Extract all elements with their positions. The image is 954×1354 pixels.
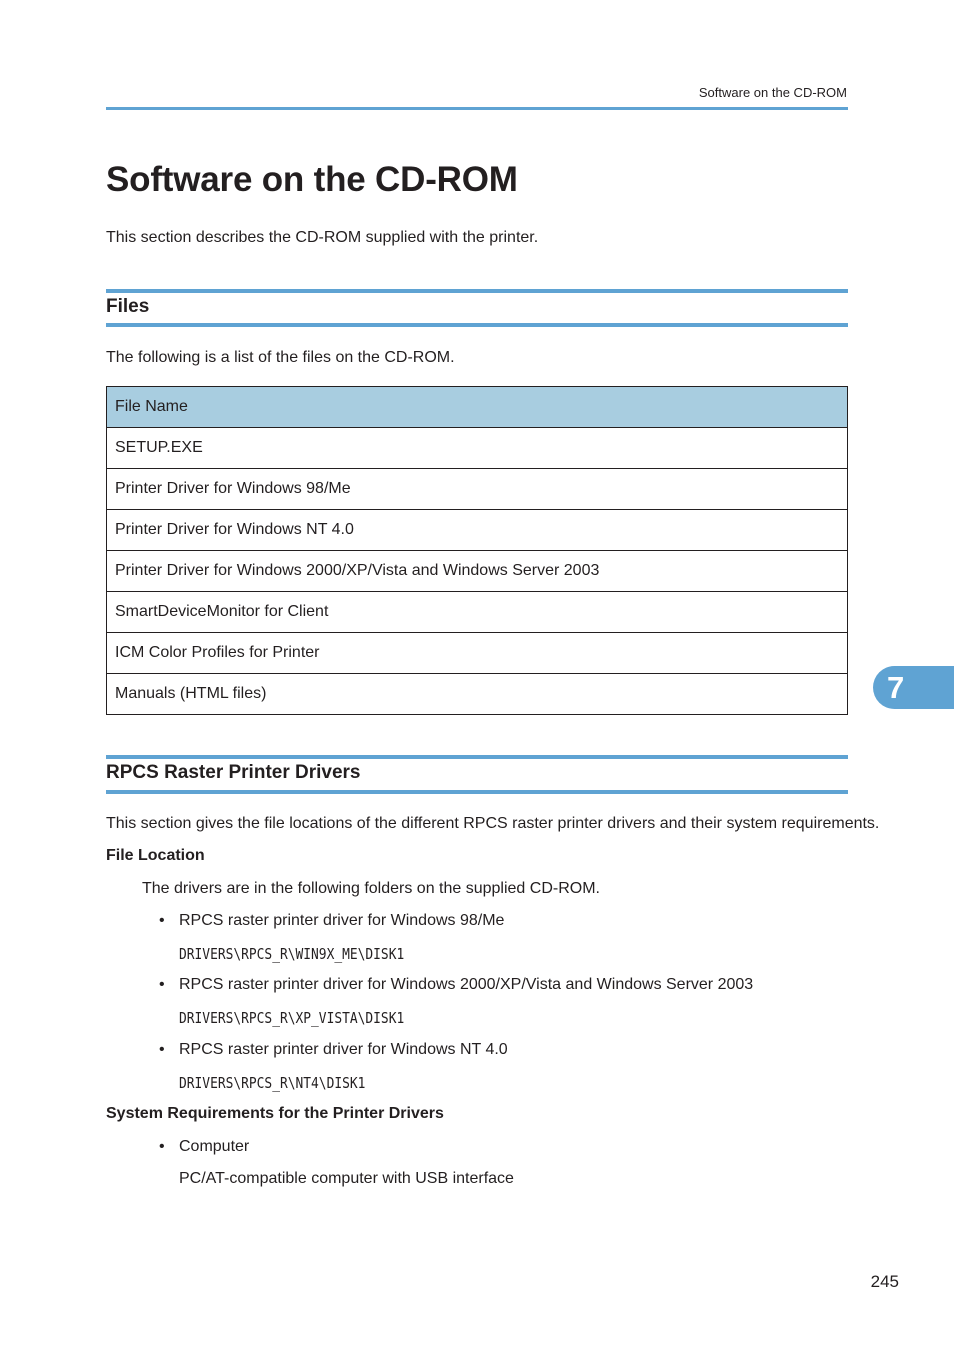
table-row [107, 469, 848, 510]
intro-paragraph: This section describes the CD-ROM supplied with the printer. [106, 229, 539, 246]
file-location-text: The drivers are in the following folders on the supplied CD-ROM. [142, 880, 600, 897]
driver-path: DRIVERS\RPCS_R\WIN9X_ME\DISK1 [179, 945, 405, 963]
driver-bullet-item [159, 1041, 508, 1059]
rpcs-rule-top [106, 755, 848, 759]
page-title: Software on the CD-ROM [106, 160, 518, 199]
table-cell: SETUP.EXE [107, 428, 848, 469]
table-cell: Printer Driver for Windows 2000/XP/Vista and Windows Server 2003 [107, 551, 848, 592]
bullet-mark: • [159, 1041, 165, 1058]
sysreq-bullet-item [159, 1138, 249, 1156]
table-row [107, 510, 848, 551]
bullet-mark: • [159, 976, 165, 993]
files-lead: The following is a list of the files on the CD-ROM. [106, 349, 455, 366]
driver-label: RPCS raster printer driver for Windows 2000/XP/Vista and Windows Server 2003 [179, 976, 754, 993]
rpcs-rule-bottom [106, 790, 848, 794]
driver-label: RPCS raster printer driver for Windows NT 4.0 [179, 1041, 508, 1058]
table-row [107, 428, 848, 469]
table-row [107, 551, 848, 592]
chapter-number: 7 [887, 670, 905, 705]
sysreq-label: Computer [179, 1138, 250, 1155]
rpcs-lead: This section gives the file locations of the different RPCS raster printer drivers and their system requirements. [106, 815, 880, 832]
table-header-cell: File Name [107, 387, 848, 428]
driver-label: RPCS raster printer driver for Windows 98/Me [179, 912, 505, 929]
files-table [106, 386, 848, 715]
files-rule-bottom [106, 323, 848, 327]
files-heading: Files [106, 296, 150, 317]
header-rule [106, 107, 848, 110]
table-cell: SmartDeviceMonitor for Client [107, 592, 848, 633]
driver-path: DRIVERS\RPCS_R\XP_VISTA\DISK1 [179, 1009, 405, 1027]
table-cell: Printer Driver for Windows 98/Me [107, 469, 848, 510]
table-row [107, 674, 848, 715]
driver-bullet-item [159, 912, 504, 930]
table-cell: Printer Driver for Windows NT 4.0 [107, 510, 848, 551]
bullet-mark: • [159, 912, 165, 929]
running-head: Software on the CD-ROM [698, 85, 847, 100]
driver-path: DRIVERS\RPCS_R\NT4\DISK1 [179, 1074, 366, 1092]
page-number: 245 [870, 1272, 899, 1291]
files-rule-top [106, 289, 848, 293]
chapter-tab [873, 666, 954, 709]
sysreq-detail: PC/AT-compatible computer with USB interface [179, 1170, 514, 1187]
table-cell: Manuals (HTML files) [107, 674, 848, 715]
table-row [107, 592, 848, 633]
rpcs-heading: RPCS Raster Printer Drivers [106, 762, 361, 783]
table-cell: ICM Color Profiles for Printer [107, 633, 848, 674]
bullet-mark: • [159, 1138, 165, 1155]
table-row [107, 633, 848, 674]
driver-bullet-item [159, 976, 753, 994]
sysreq-heading: System Requirements for the Printer Drivers [106, 1105, 444, 1122]
file-location-heading: File Location [106, 847, 205, 864]
table-header-row [107, 387, 848, 428]
